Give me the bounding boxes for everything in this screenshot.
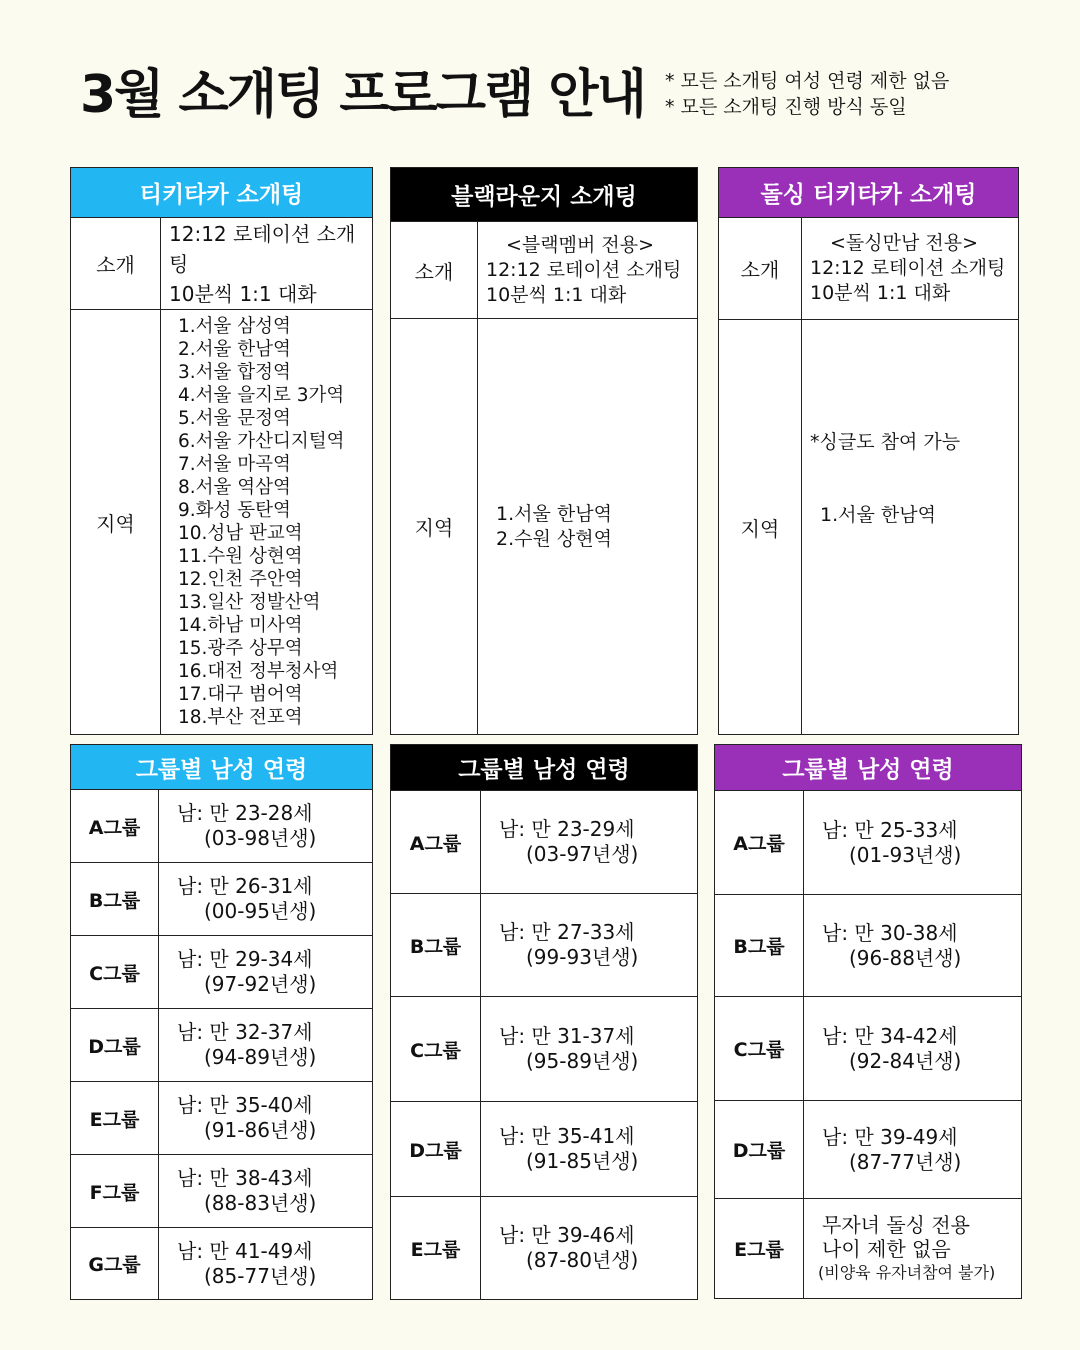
age-line: 남: 만 34-42세 (822, 1023, 958, 1048)
region-list (802, 320, 1018, 734)
age-line: 남: 만 23-28세 (177, 801, 313, 825)
region-item: 9.화성 동탄역 (178, 500, 291, 521)
intro-line: 12:12 로테이션 소개팅 (810, 257, 1006, 279)
group-age (159, 790, 372, 862)
age-table-header: 그룹별 남성 연령 (715, 745, 1021, 791)
birth-line: (88-83년생) (204, 1191, 317, 1215)
intro-line: 12:12 로테이션 소개팅 (486, 258, 682, 281)
group-label: E그룹 (715, 1199, 804, 1298)
region-row (719, 320, 1018, 734)
intro-row (391, 222, 697, 319)
age-line: 무자녀 돌싱 전용 (822, 1212, 970, 1237)
birth-line: (95-89년생) (526, 1049, 639, 1073)
group-row (71, 863, 372, 936)
group-row (71, 1009, 372, 1082)
intro-line: 10분씩 1:1 대화 (486, 283, 627, 306)
group-age (159, 1155, 372, 1227)
age-line: 남: 만 27-33세 (499, 920, 635, 944)
group-row (391, 1102, 697, 1197)
group-label: F그룹 (71, 1155, 159, 1227)
group-row (391, 894, 697, 997)
group-age (159, 1009, 372, 1081)
age-line: 남: 만 29-34세 (177, 947, 313, 971)
intro-line: 12:12 로테이션 소개팅 (169, 221, 356, 276)
region-item: 1.서울 삼성역 (178, 316, 291, 337)
birth-line: (91-85년생) (526, 1149, 639, 1173)
region-item: 10.성남 판교역 (178, 523, 303, 544)
age-line: 남: 만 39-49세 (822, 1124, 958, 1149)
region-item: 12.인천 주안역 (178, 569, 303, 590)
group-age (159, 1082, 372, 1154)
region-item: 16.대전 정부청사역 (178, 661, 339, 682)
birth-line: (85-77년생) (204, 1263, 317, 1288)
group-label: E그룹 (71, 1082, 159, 1154)
age-line: 남: 만 25-33세 (822, 817, 958, 842)
program-header: 돌싱 티키타카 소개팅 (719, 168, 1018, 218)
region-item: 2.수원 상현역 (496, 527, 612, 550)
group-row (71, 1228, 372, 1299)
group-age (481, 1102, 697, 1196)
birth-line: (96-88년생) (849, 945, 962, 970)
group-row (71, 1155, 372, 1228)
age-line: 남: 만 35-41세 (499, 1124, 635, 1148)
group-age (159, 863, 372, 935)
group-label: D그룹 (71, 1009, 159, 1081)
group-age (481, 791, 697, 893)
group-row (715, 1101, 1021, 1199)
group-age (481, 997, 697, 1101)
region-item: 11.수원 상현역 (178, 546, 303, 567)
region-item: 6.서울 가산디지털역 (178, 431, 345, 452)
group-age (481, 894, 697, 996)
age-line: 남: 만 39-46세 (499, 1223, 635, 1247)
birth-line: (03-98년생) (204, 826, 317, 850)
age-line: 남: 만 30-38세 (822, 920, 958, 945)
intro-line: 10분씩 1:1 대화 (169, 281, 317, 306)
group-age (481, 1197, 697, 1299)
intro-row (719, 218, 1018, 320)
group-label: D그룹 (391, 1102, 481, 1196)
group-row (391, 1197, 697, 1299)
region-item: 7.서울 마곡역 (178, 454, 291, 475)
region-item: 1.서울 한남역 (820, 504, 936, 526)
intro-row (71, 218, 372, 310)
group-label: B그룹 (715, 895, 804, 996)
group-label: A그룹 (391, 791, 481, 893)
group-row (71, 1082, 372, 1155)
region-item: 5.서울 문정역 (178, 408, 291, 429)
region-item: 4.서울 을지로 3가역 (178, 385, 345, 406)
note-line: * 모든 소개팅 여성 연령 제한 없음 (665, 70, 950, 92)
birth-line: (97-92년생) (204, 972, 317, 996)
birth-line: (94-89년생) (204, 1045, 317, 1069)
group-age (804, 1199, 1021, 1298)
birth-line: (87-80년생) (526, 1248, 639, 1272)
notes (665, 68, 949, 120)
birth-line: (92-84년생) (849, 1048, 962, 1073)
region-item: 18.부산 전포역 (178, 707, 303, 728)
group-age (159, 936, 372, 1008)
region-item: 8.서울 역삼역 (178, 477, 291, 498)
group-label: G그룹 (71, 1228, 159, 1299)
region-item: 17.대구 범어역 (178, 684, 303, 705)
region-label: 지역 (71, 310, 161, 734)
age-table-header: 그룹별 남성 연령 (71, 745, 372, 790)
age-line: 남: 만 32-37세 (177, 1020, 313, 1044)
group-row (715, 997, 1021, 1101)
page-title: 3월 소개팅 프로그램 안내 (80, 65, 645, 125)
group-row (71, 790, 372, 863)
region-list (161, 310, 372, 734)
group-age (159, 1228, 372, 1299)
region-item: 2.서울 한남역 (178, 339, 291, 360)
intro-line: 10분씩 1:1 대화 (810, 282, 951, 304)
note-line: * 모든 소개팅 진행 방식 동일 (665, 96, 907, 118)
age-table-tikitaka (70, 744, 373, 1300)
group-label: A그룹 (71, 790, 159, 862)
group-row (715, 895, 1021, 997)
group-age (804, 791, 1021, 894)
birth-line: (99-93년생) (526, 945, 639, 969)
group-label: E그룹 (391, 1197, 481, 1299)
group-label: B그룹 (71, 863, 159, 935)
intro-line: <돌싱만남 전용> (830, 232, 979, 254)
age-line: 남: 만 26-31세 (177, 874, 313, 898)
region-label: 지역 (391, 319, 478, 734)
group-label: A그룹 (715, 791, 804, 894)
birth-line: (00-95년생) (204, 899, 317, 923)
age-line: 나이 제한 없음 (822, 1236, 951, 1261)
region-row (71, 310, 372, 734)
group-age (804, 997, 1021, 1100)
intro-value (161, 218, 372, 309)
group-age (804, 895, 1021, 996)
intro-label: 소개 (71, 218, 161, 309)
group-label: C그룹 (71, 936, 159, 1008)
birth-line: (03-97년생) (526, 842, 639, 866)
region-item: 1.서울 한남역 (496, 502, 612, 525)
program-header: 블랙라운지 소개팅 (391, 168, 697, 222)
intro-value (478, 222, 697, 318)
age-line: 남: 만 41-49세 (177, 1238, 313, 1263)
intro-label: 소개 (719, 218, 802, 319)
age-table-blacklounge (390, 744, 698, 1300)
group-row (391, 791, 697, 894)
birth-line: (87-77년생) (849, 1149, 962, 1174)
group-row (71, 936, 372, 1009)
group-label: D그룹 (715, 1101, 804, 1198)
region-item: 15.광주 상무역 (178, 638, 303, 659)
region-note: *싱글도 참여 가능 (810, 431, 961, 453)
program-card-tikitaka (70, 167, 373, 735)
birth-line: (01-93년생) (849, 842, 962, 867)
age-note: (비양육 유자녀참여 불가) (818, 1262, 996, 1282)
program-header: 티키타카 소개팅 (71, 168, 372, 218)
group-row (715, 1199, 1021, 1298)
region-list (478, 319, 697, 734)
age-table-dolsing (714, 744, 1022, 1299)
intro-line: <블랙멤버 전용> (506, 233, 655, 256)
age-line: 남: 만 23-29세 (499, 817, 635, 841)
program-card-blacklounge (390, 167, 698, 735)
group-row (391, 997, 697, 1102)
age-line: 남: 만 38-43세 (177, 1166, 313, 1190)
age-line: 남: 만 31-37세 (499, 1024, 635, 1048)
age-table-header: 그룹별 남성 연령 (391, 745, 697, 791)
group-row (715, 791, 1021, 895)
group-label: C그룹 (391, 997, 481, 1101)
birth-line: (91-86년생) (204, 1118, 317, 1142)
age-line: 남: 만 35-40세 (177, 1093, 313, 1117)
region-item: 3.서울 합정역 (178, 362, 291, 383)
region-item: 14.하남 미사역 (178, 615, 303, 636)
intro-value (802, 218, 1018, 319)
region-label: 지역 (719, 320, 802, 734)
group-label: C그룹 (715, 997, 804, 1100)
group-age (804, 1101, 1021, 1198)
region-row (391, 319, 697, 734)
group-label: B그룹 (391, 894, 481, 996)
program-card-dolsing (718, 167, 1019, 735)
intro-label: 소개 (391, 222, 478, 318)
region-item: 13.일산 정발산역 (178, 592, 321, 613)
